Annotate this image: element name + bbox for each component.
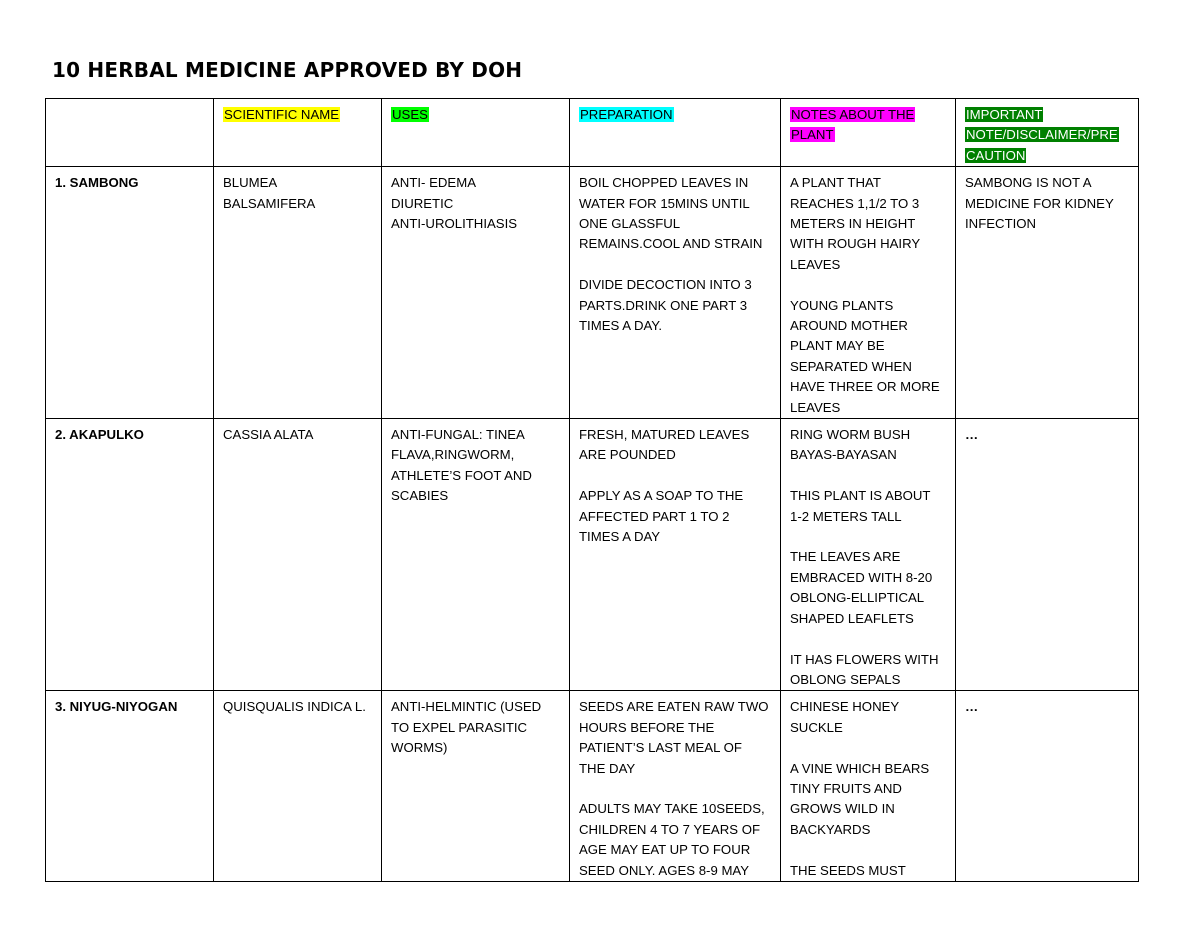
herb-name-cell: 2. AKAPULKO bbox=[46, 419, 214, 691]
cell-text: METERS IN HEIGHT bbox=[790, 216, 916, 232]
cell-text: BOIL CHOPPED LEAVES IN bbox=[579, 175, 749, 191]
cell-text-line bbox=[790, 718, 946, 738]
header-cell-important bbox=[956, 99, 1139, 167]
header-cell-uses bbox=[382, 99, 570, 167]
preparation-cell bbox=[570, 167, 781, 419]
cell-text: PLANT bbox=[791, 127, 834, 143]
cell-text-line bbox=[790, 357, 946, 377]
cell-text-line bbox=[790, 234, 946, 254]
preparation-cell bbox=[570, 419, 781, 691]
cell-text: PARTS.DRINK ONE PART 3 bbox=[579, 297, 748, 313]
cell-text: CHILDREN 4 TO 7 YEARS OF bbox=[579, 821, 761, 837]
cell-text: AROUND MOTHER bbox=[790, 318, 908, 334]
cell-text: INFECTION bbox=[965, 216, 1037, 232]
cell-text-line bbox=[579, 718, 771, 738]
cell-text-line bbox=[391, 445, 560, 465]
cell-text: CAUTION bbox=[966, 147, 1026, 163]
cell-text-line bbox=[579, 779, 771, 799]
cell-text-line bbox=[790, 670, 946, 690]
cell-text: ANTI-HELMINTIC (USED bbox=[391, 699, 542, 715]
cell-text-line bbox=[391, 486, 560, 506]
cell-text: SEEDS ARE EATEN RAW TWO bbox=[579, 699, 769, 715]
cell-text-line bbox=[790, 336, 946, 356]
cell-text: DIURETIC bbox=[391, 195, 454, 211]
cell-text: CASSIA ALATA bbox=[223, 427, 314, 443]
cell-text: TO EXPEL PARASITIC bbox=[391, 719, 528, 735]
cell-text: THE LEAVES ARE bbox=[790, 549, 901, 565]
header-cell-preparation bbox=[570, 99, 781, 167]
cell-text-line bbox=[579, 255, 771, 275]
cell-text: YOUNG PLANTS bbox=[790, 297, 894, 313]
cell-text-line bbox=[790, 820, 946, 840]
cell-text: EMBRACED WITH 8-20 bbox=[790, 569, 933, 585]
cell-text: REMAINS.COOL AND STRAIN bbox=[579, 236, 763, 252]
cell-text-line bbox=[790, 799, 946, 819]
cell-text-line bbox=[790, 194, 946, 214]
table-row bbox=[46, 691, 1139, 882]
cell-text-line bbox=[223, 105, 372, 125]
cell-text: ARE POUNDED bbox=[579, 447, 676, 463]
cell-text-line bbox=[965, 146, 1129, 166]
cell-text: SAMBONG IS NOT A bbox=[965, 175, 1092, 191]
cell-text-line bbox=[965, 194, 1129, 214]
cell-text-line bbox=[790, 650, 946, 670]
cell-text: CHINESE HONEY bbox=[790, 699, 900, 715]
cell-text-line bbox=[790, 759, 946, 779]
cell-text-line bbox=[790, 214, 946, 234]
cell-text: SUCKLE bbox=[790, 719, 843, 735]
cell-text-line bbox=[391, 718, 560, 738]
cell-text: GROWS WILD IN bbox=[790, 801, 895, 817]
cell-text: LEAVES bbox=[790, 256, 841, 272]
cell-text-line bbox=[790, 779, 946, 799]
cell-text-line bbox=[223, 173, 372, 193]
scientific-name-cell bbox=[214, 691, 382, 882]
cell-text-line bbox=[579, 173, 771, 193]
important-note-cell bbox=[956, 167, 1139, 419]
cell-text-line bbox=[790, 861, 946, 881]
cell-text: … bbox=[965, 427, 979, 443]
cell-text-line bbox=[579, 316, 771, 336]
cell-text-line bbox=[579, 799, 771, 819]
cell-text-line bbox=[790, 507, 946, 527]
cell-text-line bbox=[790, 425, 946, 445]
scientific-name-cell bbox=[214, 419, 382, 691]
cell-text: OBLONG-ELLIPTICAL bbox=[790, 590, 925, 606]
cell-text-line bbox=[790, 445, 946, 465]
document-title: 10 HERBAL MEDICINE APPROVED BY DOH bbox=[52, 58, 523, 82]
cell-text: SHAPED LEAFLETS bbox=[790, 610, 914, 626]
cell-text-line bbox=[790, 738, 946, 758]
cell-text: ANTI- EDEMA bbox=[391, 175, 476, 191]
cell-text: 1-2 METERS TALL bbox=[790, 508, 902, 524]
cell-text-line bbox=[790, 377, 946, 397]
table-row bbox=[46, 419, 1139, 691]
cell-text-line bbox=[391, 214, 560, 234]
cell-text-line bbox=[223, 194, 372, 214]
cell-text: ANTI-UROLITHIASIS bbox=[391, 216, 518, 232]
uses-cell bbox=[382, 691, 570, 882]
cell-text-line bbox=[790, 629, 946, 649]
cell-text: ANTI-FUNGAL: TINEA bbox=[391, 427, 525, 443]
cell-text: AFFECTED PART 1 TO 2 bbox=[579, 508, 730, 524]
cell-text-line bbox=[579, 738, 771, 758]
notes-cell bbox=[781, 419, 956, 691]
herbal-medicine-table bbox=[45, 98, 1139, 882]
cell-text-line bbox=[790, 568, 946, 588]
cell-text-line bbox=[790, 609, 946, 629]
cell-text: MEDICINE FOR KIDNEY bbox=[965, 195, 1114, 211]
cell-text-line bbox=[965, 105, 1129, 125]
cell-text: ADULTS MAY TAKE 10SEEDS, bbox=[579, 801, 765, 817]
cell-text: NOTE/DISCLAIMER/PRE bbox=[966, 127, 1118, 143]
cell-text-line bbox=[391, 105, 560, 125]
cell-text-line bbox=[223, 425, 372, 445]
cell-text-line bbox=[223, 697, 372, 717]
cell-text: BAYAS-BAYASAN bbox=[790, 447, 897, 463]
cell-text-line bbox=[965, 214, 1129, 234]
cell-text: FLAVA,RINGWORM, bbox=[391, 447, 515, 463]
cell-text-line bbox=[391, 425, 560, 445]
header-row bbox=[46, 99, 1139, 167]
cell-text: SEED ONLY. AGES 8-9 MAY bbox=[579, 862, 750, 878]
header-cell-scientific-name bbox=[214, 99, 382, 167]
cell-text: REACHES 1,1/2 TO 3 bbox=[790, 195, 920, 211]
cell-text-line bbox=[790, 275, 946, 295]
cell-text-line bbox=[391, 738, 560, 758]
cell-text-line bbox=[790, 697, 946, 717]
cell-text-line bbox=[790, 296, 946, 316]
cell-text: OBLONG SEPALS bbox=[790, 671, 901, 687]
cell-text-line bbox=[579, 445, 771, 465]
cell-text: THE SEEDS MUST bbox=[790, 862, 906, 878]
cell-text-line bbox=[790, 125, 946, 145]
cell-text-line bbox=[579, 214, 771, 234]
cell-text: LEAVES bbox=[790, 399, 841, 415]
cell-text: A PLANT THAT bbox=[790, 175, 881, 191]
cell-text: WITH ROUGH HAIRY bbox=[790, 236, 921, 252]
cell-text: QUISQUALIS INDICA L. bbox=[223, 699, 366, 715]
cell-text: FRESH, MATURED LEAVES bbox=[579, 427, 750, 443]
cell-text: BLUMEA bbox=[223, 175, 278, 191]
cell-text-line bbox=[579, 275, 771, 295]
cell-text-line bbox=[790, 588, 946, 608]
cell-text: SCABIES bbox=[391, 488, 449, 504]
cell-text: HAVE THREE OR MORE bbox=[790, 379, 940, 395]
cell-text-line bbox=[391, 697, 560, 717]
cell-text-line bbox=[790, 255, 946, 275]
cell-text: WATER FOR 15MINS UNTIL bbox=[579, 195, 750, 211]
cell-text: IT HAS FLOWERS WITH bbox=[790, 651, 939, 667]
cell-text: SEPARATED WHEN bbox=[790, 358, 912, 374]
important-note-cell bbox=[956, 419, 1139, 691]
cell-text: A VINE WHICH BEARS bbox=[790, 760, 930, 776]
cell-text: THIS PLANT IS ABOUT bbox=[790, 488, 931, 504]
cell-text: AGE MAY EAT UP TO FOUR bbox=[579, 842, 751, 858]
cell-text-line bbox=[965, 125, 1129, 145]
cell-text: … bbox=[965, 699, 979, 715]
cell-text: PREPARATION bbox=[580, 107, 673, 122]
cell-text-line bbox=[965, 173, 1129, 193]
cell-text-line bbox=[965, 425, 1129, 445]
cell-text-line bbox=[790, 840, 946, 860]
cell-text: USES bbox=[392, 107, 428, 122]
cell-text: ATHLETE’S FOOT AND bbox=[391, 467, 532, 483]
table-row bbox=[46, 167, 1139, 419]
header-cell-blank bbox=[46, 99, 214, 167]
cell-text-line bbox=[790, 105, 946, 125]
cell-text: TINY FRUITS AND bbox=[790, 780, 902, 796]
cell-text-line bbox=[579, 697, 771, 717]
cell-text-line bbox=[391, 466, 560, 486]
cell-text-line bbox=[579, 759, 771, 779]
uses-cell bbox=[382, 419, 570, 691]
herb-name-cell: 3. NIYUG-NIYOGAN bbox=[46, 691, 214, 882]
cell-text: NOTES ABOUT THE bbox=[791, 107, 915, 122]
cell-text: RING WORM BUSH bbox=[790, 427, 911, 443]
herb-name-cell: 1. SAMBONG bbox=[46, 167, 214, 419]
cell-text-line bbox=[579, 820, 771, 840]
preparation-cell bbox=[570, 691, 781, 882]
cell-text-line bbox=[579, 425, 771, 445]
cell-text-line bbox=[579, 105, 771, 125]
cell-text: WORMS) bbox=[391, 740, 448, 756]
cell-text: THE DAY bbox=[579, 760, 636, 776]
cell-text-line bbox=[790, 316, 946, 336]
cell-text-line bbox=[790, 173, 946, 193]
uses-cell bbox=[382, 167, 570, 419]
cell-text: HOURS BEFORE THE bbox=[579, 719, 715, 735]
cell-text: TIMES A DAY. bbox=[579, 318, 663, 334]
cell-text: TIMES A DAY bbox=[579, 529, 661, 545]
cell-text-line bbox=[790, 527, 946, 547]
cell-text-line bbox=[391, 194, 560, 214]
cell-text: DIVIDE DECOCTION INTO 3 bbox=[579, 277, 752, 293]
scientific-name-cell bbox=[214, 167, 382, 419]
cell-text: ONE GLASSFUL bbox=[579, 216, 681, 232]
notes-cell bbox=[781, 167, 956, 419]
cell-text-line bbox=[579, 486, 771, 506]
cell-text-line bbox=[579, 296, 771, 316]
cell-text-line bbox=[391, 173, 560, 193]
cell-text: APPLY AS A SOAP TO THE bbox=[579, 488, 744, 504]
cell-text-line bbox=[790, 466, 946, 486]
cell-text-line bbox=[579, 840, 771, 860]
notes-cell bbox=[781, 691, 956, 882]
cell-text-line bbox=[579, 507, 771, 527]
cell-text-line bbox=[579, 466, 771, 486]
cell-text: PLANT MAY BE bbox=[790, 338, 885, 354]
cell-text: SCIENTIFIC NAME bbox=[224, 107, 340, 122]
cell-text: PATIENT’S LAST MEAL OF bbox=[579, 740, 742, 756]
cell-text: IMPORTANT bbox=[966, 107, 1043, 122]
cell-text-line bbox=[965, 697, 1129, 717]
cell-text-line bbox=[579, 861, 771, 881]
cell-text-line bbox=[790, 547, 946, 567]
cell-text-line bbox=[579, 234, 771, 254]
cell-text: BACKYARDS bbox=[790, 821, 871, 837]
cell-text-line bbox=[579, 194, 771, 214]
cell-text-line bbox=[790, 486, 946, 506]
important-note-cell bbox=[956, 691, 1139, 882]
cell-text-line bbox=[790, 398, 946, 418]
cell-text-line bbox=[579, 527, 771, 547]
header-cell-notes bbox=[781, 99, 956, 167]
cell-text: BALSAMIFERA bbox=[223, 195, 316, 211]
